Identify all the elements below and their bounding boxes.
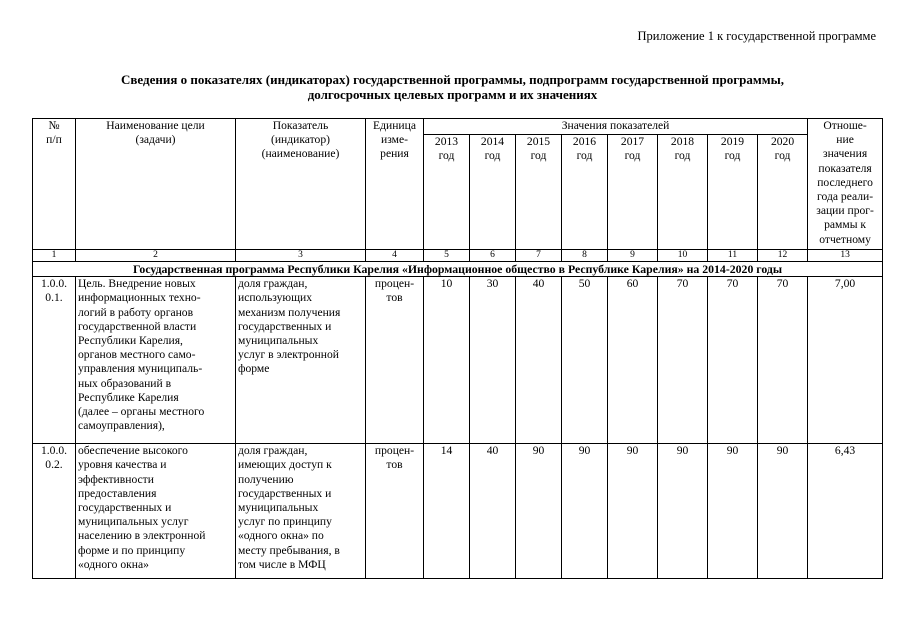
header-year-2018: 2018 год [658, 135, 708, 250]
row-value-2013: 10 [424, 277, 470, 444]
row-ratio: 7,00 [808, 277, 883, 444]
column-number: 5 [424, 250, 470, 262]
row-indicator: доля граждан, имеющих доступ к получению государственных и муниципальных услуг по принципу «одного окна» по месту пребывания, в том числе в МФЦ [236, 444, 366, 579]
header-values-group: Значения показателей [424, 119, 808, 135]
row-value-2015: 40 [516, 277, 562, 444]
column-number: 11 [708, 250, 758, 262]
row-value-2014: 40 [470, 444, 516, 579]
column-number: 6 [470, 250, 516, 262]
header-num: № п/п [33, 119, 76, 250]
column-number: 2 [76, 250, 236, 262]
row-value-2017: 90 [608, 444, 658, 579]
column-number: 3 [236, 250, 366, 262]
column-number: 1 [33, 250, 76, 262]
header-row-1 [33, 119, 883, 135]
header-year-2017: 2017 год [608, 135, 658, 250]
indicators-table [32, 118, 883, 579]
page-title [30, 72, 875, 102]
row-indicator: доля граждан, использующих механизм получения государственных и муниципальных услуг в электронной форме [236, 277, 366, 444]
header-unit: Единица изме- рения [366, 119, 424, 250]
row-value-2019: 90 [708, 444, 758, 579]
column-numbers-row [33, 250, 883, 262]
header-indicator: Показатель (индикатор) (наименование) [236, 119, 366, 250]
header-ratio: Отноше- ние значения показателя последнего года реали- зации прог- раммы к отчетному [808, 119, 883, 250]
title-line-2: долгосрочных целевых программ и их значениях [307, 87, 598, 102]
row-goal: Цель. Внедрение новых информационных техно- логий в работу органов государственной власти Республики Карелия, органов местного само- управления муниципаль- ных образований в Республике Карелия (далее – органы местного самоуправления), [76, 277, 236, 444]
header-year-2016: 2016 год [562, 135, 608, 250]
header-year-2015: 2015 год [516, 135, 562, 250]
header-year-2014: 2014 год [470, 135, 516, 250]
row-num: 1.0.0. 0.1. [33, 277, 76, 444]
column-number: 4 [366, 250, 424, 262]
column-number: 10 [658, 250, 708, 262]
row-value-2016: 90 [562, 444, 608, 579]
title-line-1: Сведения о показателях (индикаторах) государственной программы, подпрограмм государственной программы, [121, 72, 784, 87]
column-number: 12 [758, 250, 808, 262]
column-number: 9 [608, 250, 658, 262]
annex-caption: Приложение 1 к государственной программе [637, 29, 876, 43]
table-row [33, 444, 883, 579]
header-year-2013: 2013 год [424, 135, 470, 250]
section-title: Государственная программа Республики Карелия «Информационное общество в Республике Карелия» на 2014-2020 годы [33, 262, 883, 277]
row-value-2014: 30 [470, 277, 516, 444]
header-year-2020: 2020 год [758, 135, 808, 250]
row-value-2015: 90 [516, 444, 562, 579]
table-row [33, 277, 883, 444]
column-number: 8 [562, 250, 608, 262]
row-value-2013: 14 [424, 444, 470, 579]
row-num: 1.0.0. 0.2. [33, 444, 76, 579]
row-ratio: 6,43 [808, 444, 883, 579]
row-value-2018: 70 [658, 277, 708, 444]
row-value-2016: 50 [562, 277, 608, 444]
row-value-2019: 70 [708, 277, 758, 444]
row-goal: обеспечение высокого уровня качества и эффективности предоставления государственных и муниципальных услуг населению в электронной форме и по принципу «одного окна» [76, 444, 236, 579]
section-row [33, 262, 883, 277]
row-unit: процен- тов [366, 277, 424, 444]
row-value-2020: 70 [758, 277, 808, 444]
column-number: 7 [516, 250, 562, 262]
row-unit: процен- тов [366, 444, 424, 579]
column-number: 13 [808, 250, 883, 262]
row-value-2020: 90 [758, 444, 808, 579]
row-value-2017: 60 [608, 277, 658, 444]
row-value-2018: 90 [658, 444, 708, 579]
header-year-2019: 2019 год [708, 135, 758, 250]
header-goal: Наименование цели (задачи) [76, 119, 236, 250]
